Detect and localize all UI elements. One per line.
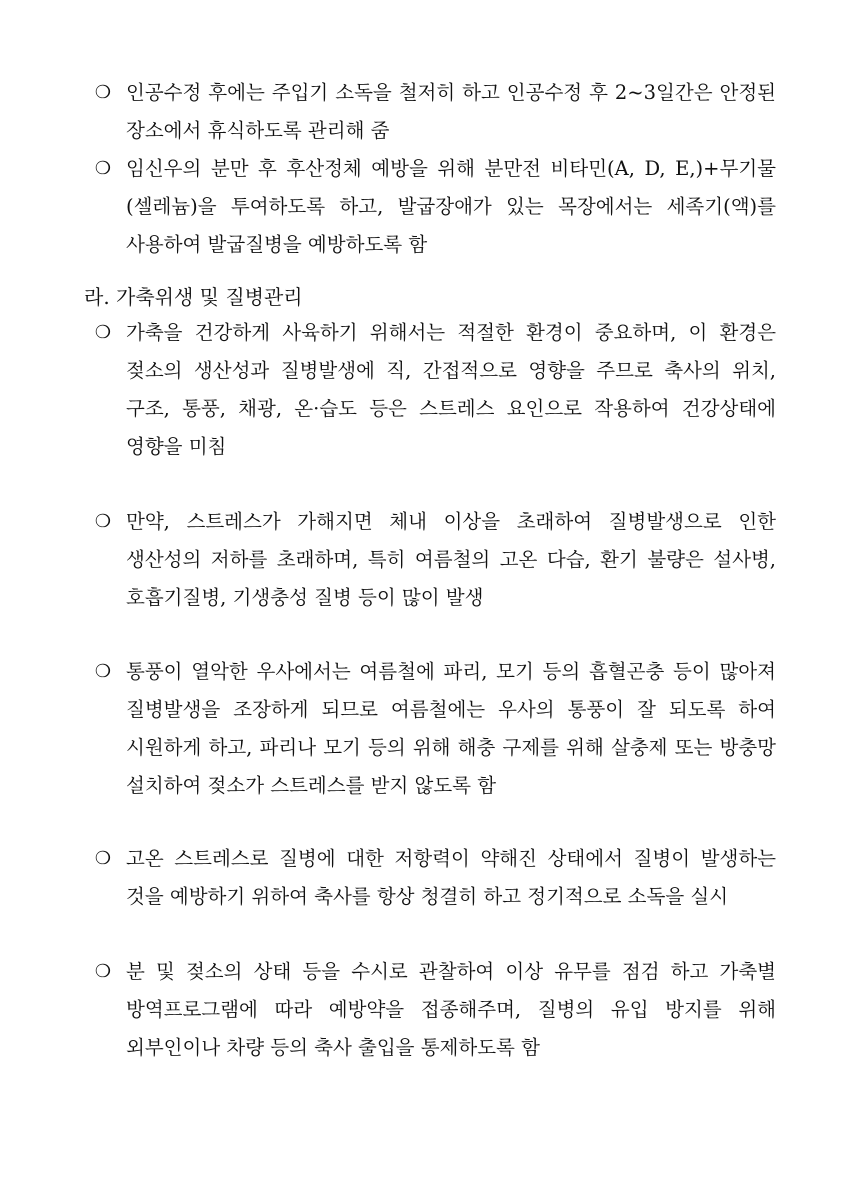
- bullet-text: 만약, 스트레스가 가해지면 체내 이상을 초래하여 질병발생으로 인한 생산성의 저하를 초래하며, 특히 여름철의 고온 다습, 환기 불량은 설사병, 호흡기질병, 기생충성 질병 등이 많이 발생: [126, 510, 776, 609]
- circle-bullet-icon: ❍: [94, 661, 112, 682]
- bullet-text: 통풍이 열악한 우사에서는 여름철에 파리, 모기 등의 흡혈곤충 등이 많아져 질병발생을 조장하게 되므로 여름철에는 우사의 통풍이 잘 되도록 하여 시원하게 하고, 파리나 모기 등의 위해 해충 구제를 위해 살충제 또는 방충망 설치하여 젖소가 스트레스를 받지 않도록 함: [126, 660, 776, 797]
- circle-bullet-icon: ❍: [94, 511, 112, 532]
- bullet-text: 고온 스트레스로 질병에 대한 저항력이 약해진 상태에서 질병이 발생하는 것을 예방하기 위하여 축사를 항상 청결히 하고 정기적으로 소독을 실시: [126, 847, 776, 908]
- circle-bullet-icon: ❍: [94, 82, 112, 103]
- bullet-text: 임신우의 분만 후 후산정체 예방을 위해 분만전 비타민(A, D, E,)+무기물(셀레늄)을 투여하도록 하고, 발굽장애가 있는 목장에서는 세족기(액)를 사용하여 발굽질병을 예방하도록 함: [126, 157, 776, 256]
- circle-bullet-icon: ❍: [94, 322, 112, 343]
- circle-bullet-icon: ❍: [94, 848, 112, 869]
- bullet-text: 분 및 젖소의 상태 등을 수시로 관찰하여 이상 유무를 점검 하고 가축별 방역프로그램에 따라 예방약을 접종해주며, 질병의 유입 방지를 위해 외부인이나 차량 등의 축사 출입을 통제하도록 함: [126, 960, 776, 1059]
- circle-bullet-icon: ❍: [94, 961, 112, 982]
- bullet-text: 인공수정 후에는 주입기 소독을 철저히 하고 인공수정 후 2~3일간은 안정된 장소에서 휴식하도록 관리해 줌: [126, 81, 776, 142]
- section-heading: 라. 가축위생 및 질병관리: [84, 285, 303, 309]
- bullet-text: 가축을 건강하게 사육하기 위해서는 적절한 환경이 중요하며, 이 환경은 젖소의 생산성과 질병발생에 직, 간접적으로 영향을 주므로 축사의 위치, 구조, 통풍, 채광, 온·습도 등은 스트레스 요인으로 작용하여 건강상태에 영향을 미침: [126, 321, 776, 458]
- circle-bullet-icon: ❍: [94, 158, 112, 179]
